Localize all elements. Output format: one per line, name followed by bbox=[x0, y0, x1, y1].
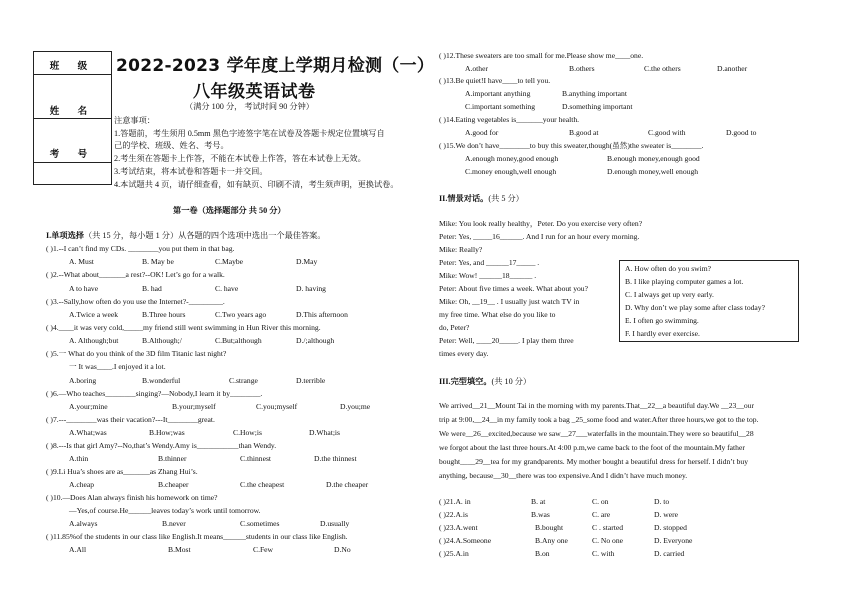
option: A. Must bbox=[69, 257, 94, 266]
option: D.terrible bbox=[296, 376, 326, 385]
cloze-option: ( )21.A. in bbox=[439, 497, 471, 506]
option: B.never bbox=[162, 519, 186, 528]
passage-line: We arrived__21__Mount Tai in the morning with my parents.That__22__a beautiful day.We __23__our bbox=[439, 401, 755, 410]
dialog-line: Mike: You look really healthy，Peter. Do you exercise very often? bbox=[439, 219, 643, 228]
option: C.Few bbox=[253, 545, 274, 554]
passage-line: We were__26__excited,because we saw__27___waterfalls in the mountain.They were so beautiful__28 bbox=[439, 429, 754, 438]
option: B. May be bbox=[142, 257, 174, 266]
option: A.boring bbox=[69, 376, 97, 385]
dialog-choice: E. I often go swimming. bbox=[625, 316, 699, 325]
dialog-line: do, Peter? bbox=[439, 323, 470, 332]
option: D.enough money,well enough bbox=[607, 167, 699, 176]
note-item: 1.答题前，考生须用 0.5mm 黑色字迹签字笔在试卷及答题卡规定位置填写自 bbox=[114, 129, 385, 138]
name-label: 姓 名 bbox=[49, 107, 96, 117]
note-item: 4.本试题共 4 页，请仔细查看，如有缺页、印刷不清，考生须声明，更换试卷。 bbox=[114, 180, 399, 189]
option: D.This afternoon bbox=[296, 310, 348, 319]
option: A.Twice a week bbox=[69, 310, 119, 319]
question-stem: ( )13.Be quiet!I have____to tell you. bbox=[439, 76, 551, 85]
option: A.always bbox=[69, 519, 98, 528]
student-info-box bbox=[33, 51, 112, 185]
option: C. have bbox=[215, 284, 239, 293]
cloze-option: B.was bbox=[531, 510, 550, 519]
option: A.other bbox=[465, 64, 488, 73]
question-stem: ( )14.Eating vegetables is_______your health. bbox=[439, 115, 580, 124]
option: A.cheap bbox=[69, 480, 95, 489]
question-stem: ( )7.---________was their vacation?---It________great. bbox=[46, 415, 215, 424]
question-stem: ( )5.一 What do you think of the 3D film Titanic last night? bbox=[46, 349, 227, 358]
option: D.May bbox=[296, 257, 318, 266]
dialog-choice: C. I always get up very early. bbox=[625, 290, 714, 299]
cloze-option: D. to bbox=[654, 497, 670, 506]
dialog-choice: F. I hardly ever exercise. bbox=[625, 329, 700, 338]
option: D.something important bbox=[562, 102, 633, 111]
option: C.Maybe bbox=[215, 257, 244, 266]
option: D.good to bbox=[726, 128, 757, 137]
option: D.usually bbox=[320, 519, 350, 528]
option: A.enough money,good enough bbox=[465, 154, 559, 163]
option: B.thinner bbox=[158, 454, 187, 463]
option: A.What;was bbox=[69, 428, 107, 437]
question-stem: ( )6.—Who teaches________singing?—Nobody,I learn it by________. bbox=[46, 389, 263, 398]
question-stem: ( )4.____it was very cold,_____my friend still went swimming in Hun River this morning. bbox=[46, 323, 321, 332]
cloze-option: B.Any one bbox=[535, 536, 568, 545]
question-stem: ( )3.--Sally,how often do you use the Internet?-_________. bbox=[46, 297, 225, 306]
option: C.Two years ago bbox=[215, 310, 267, 319]
dialog-choices-box bbox=[619, 260, 799, 342]
option: C.good with bbox=[648, 128, 686, 137]
option: A.your;mine bbox=[69, 402, 108, 411]
passage-line: anything, because__30__there was too expensive.And I didn’t have much money. bbox=[439, 471, 688, 480]
option: C.important something bbox=[465, 102, 536, 111]
question-stem-line2: 一 It was____.I enjoyed it a lot. bbox=[69, 362, 166, 371]
option: C.the cheapest bbox=[240, 480, 285, 489]
option: D.the cheaper bbox=[326, 480, 369, 489]
option: B.Three hours bbox=[142, 310, 186, 319]
cloze-option: C. are bbox=[592, 510, 611, 519]
note-item: 己的学校、班级、姓名、考号。 bbox=[114, 141, 229, 150]
option: A.good for bbox=[465, 128, 499, 137]
dialog-line: times every day. bbox=[439, 349, 489, 358]
note-item: 2.考生须在答题卡上作答，不能在本试卷上作答，答在本试卷上无效。 bbox=[114, 154, 366, 163]
exam-title: 2022-2023 学年度上学期月检测（一） bbox=[116, 56, 435, 76]
question-stem: ( )11.85%of the students in our class like English.It means______students in our class like English. bbox=[46, 532, 348, 541]
option: D.the thinnest bbox=[314, 454, 357, 463]
passage-line: trip at 9:00,__24__in my family took a bag _25_some food and water.After three hours,we got to the top. bbox=[439, 415, 759, 424]
option: A.All bbox=[69, 545, 87, 554]
cloze-option: C. No one bbox=[592, 536, 624, 545]
dialog-line: my free time. What else do you like to bbox=[439, 310, 556, 319]
cloze-option: ( )25.A.in bbox=[439, 549, 469, 558]
option: D.No bbox=[334, 545, 351, 554]
option: D./;although bbox=[296, 336, 335, 345]
cloze-option: ( )24.A.Someone bbox=[439, 536, 492, 545]
cloze-option: C . started bbox=[592, 523, 624, 532]
dialog-choice: B. I like playing computer games a lot. bbox=[625, 277, 744, 286]
option: D. having bbox=[296, 284, 326, 293]
option: C.strange bbox=[229, 376, 258, 385]
volume-heading: 第一卷（选择题部分 共 50 分） bbox=[173, 206, 286, 215]
info-divider bbox=[34, 74, 111, 75]
exam-number-label: 考 号 bbox=[49, 150, 96, 160]
section3-heading: III.完型填空。(共 10 分） bbox=[439, 377, 532, 386]
section2-heading: II.情景对话。(共 5 分） bbox=[439, 194, 524, 203]
question-stem: ( )9.Li Hua’s shoes are as_______as Zhang Hui’s. bbox=[46, 467, 198, 476]
option: A. Although;but bbox=[69, 336, 119, 345]
cloze-option: D. carried bbox=[654, 549, 685, 558]
cloze-option: B. at bbox=[531, 497, 546, 506]
notes-heading: 注意事项： bbox=[114, 116, 155, 125]
cloze-option: D. stopped bbox=[654, 523, 687, 532]
option: C.But;although bbox=[215, 336, 262, 345]
question-stem: ( )8.---Is that girl Amy?--No,that’s Wendy.Amy is___________than Wendy. bbox=[46, 441, 277, 450]
cloze-option: D. Everyone bbox=[654, 536, 693, 545]
option: A.thin bbox=[69, 454, 89, 463]
question-stem-line2: —Yes,of course.He______leaves today’s work until tomorrow. bbox=[69, 506, 261, 515]
option: A to have bbox=[69, 284, 99, 293]
dialog-line: Mike: Wow! ______18______ . bbox=[439, 271, 537, 280]
cloze-option: C. on bbox=[592, 497, 609, 506]
option: B.How;was bbox=[149, 428, 185, 437]
cloze-option: C. with bbox=[592, 549, 615, 558]
cloze-option: D. were bbox=[654, 510, 679, 519]
question-stem: ( )12.These sweaters are too small for me.Please show me____one. bbox=[439, 51, 644, 60]
option: D.another bbox=[717, 64, 748, 73]
option: A.important anything bbox=[465, 89, 531, 98]
section1-heading: I.单项选择（共 15 分，每小题 1 分）从各题的四个选项中选出一个最佳答案。 bbox=[46, 231, 326, 240]
option: B.enough money,enough good bbox=[607, 154, 700, 163]
dialog-line: Mike: Oh, __19__ . I usually just watch TV in bbox=[439, 297, 580, 306]
option: D.you;me bbox=[340, 402, 371, 411]
option: B.others bbox=[569, 64, 595, 73]
option: B. had bbox=[142, 284, 162, 293]
cloze-option: B.bought bbox=[535, 523, 564, 532]
dialog-line: Peter: Well, ____20_____. I play them three bbox=[439, 336, 574, 345]
option: C.thinnest bbox=[240, 454, 272, 463]
cloze-option: ( )23.A.went bbox=[439, 523, 478, 532]
exam-subtitle: （满分 100 分， 考试时间 90 分钟） bbox=[185, 102, 314, 111]
class-label: 班 级 bbox=[49, 62, 96, 72]
option: B.wonderful bbox=[142, 376, 181, 385]
note-item: 3.考试结束，将本试卷和答题卡一并交回。 bbox=[114, 167, 268, 176]
option: D.What;is bbox=[309, 428, 341, 437]
dialog-choice: D. Why don’t we play some after class today? bbox=[625, 303, 765, 312]
exam-subject-title: 八年级英语试卷 bbox=[193, 82, 316, 102]
info-divider bbox=[34, 118, 111, 119]
question-stem: ( )1.--I can’t find my CDs. ________you put them in that bag. bbox=[46, 244, 235, 253]
option: B.cheaper bbox=[158, 480, 189, 489]
dialog-choice: A. How often do you swim? bbox=[625, 264, 712, 273]
option: B.your;myself bbox=[172, 402, 216, 411]
dialog-line: Mike: Really? bbox=[439, 245, 483, 254]
option: B.Although;/ bbox=[142, 336, 182, 345]
question-stem: ( )15.We don’t have________to buy this sweater,though(虽然)the sweater is________. bbox=[439, 141, 704, 150]
cloze-option: B.on bbox=[535, 549, 550, 558]
dialog-line: Peter: Yes, and ______17_____ . bbox=[439, 258, 540, 267]
option: B.anything important bbox=[562, 89, 627, 98]
option: C.sometimes bbox=[240, 519, 280, 528]
option: C.you;myself bbox=[256, 402, 298, 411]
question-stem: ( )2.--What about_______a rest?--OK! Let’s go for a walk. bbox=[46, 270, 225, 279]
info-divider bbox=[34, 162, 111, 163]
option: B.Most bbox=[168, 545, 191, 554]
passage-line: we forgot about the last three hours.At 4:00 p.m,we came back to the foot of the mountain.My father bbox=[439, 443, 745, 452]
option: C.the others bbox=[644, 64, 681, 73]
option: B.good at bbox=[569, 128, 599, 137]
cloze-option: ( )22.A.is bbox=[439, 510, 468, 519]
passage-line: bought____29__tea for my grandparents. My mother bought a beautiful dress for herself. I didn’t buy bbox=[439, 457, 749, 466]
option: C.How;is bbox=[233, 428, 262, 437]
dialog-line: Peter: Yes, _____16______. And I run for an hour every morning. bbox=[439, 232, 640, 241]
option: C.money enough,well enough bbox=[465, 167, 557, 176]
question-stem: ( )10.—Does Alan always finish his homework on time? bbox=[46, 493, 218, 502]
dialog-line: Peter: About five times a week. What about you? bbox=[439, 284, 588, 293]
